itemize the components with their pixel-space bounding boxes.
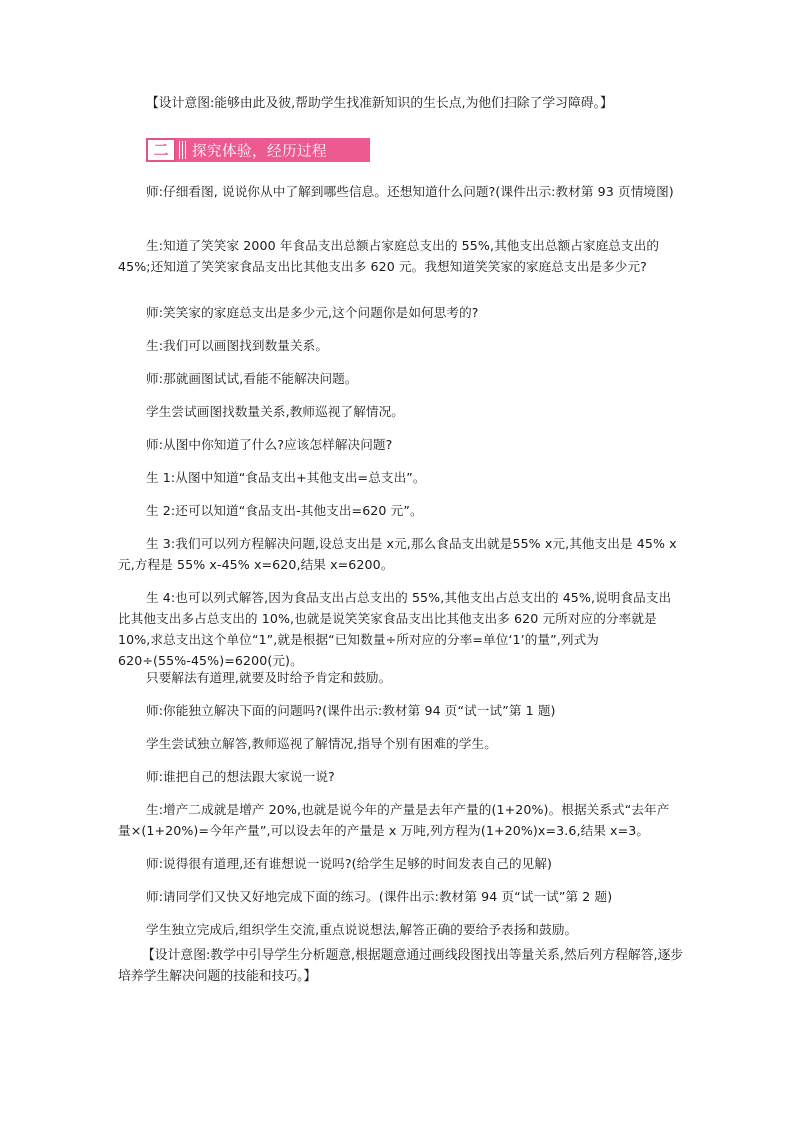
paragraph: 师:那就画图试试,看能不能解决问题。 bbox=[146, 371, 358, 386]
paragraph: 生 1:从图中知道“食品支出+其他支出=总支出”。 bbox=[146, 470, 426, 485]
paragraph: 生:我们可以画图找到数量关系。 bbox=[146, 338, 329, 353]
paragraph: 学生尝试独立解答,教师巡视了解情况,指导个别有困难的学生。 bbox=[146, 736, 497, 751]
paragraph: 师:谁把自己的想法跟大家说一说? bbox=[146, 769, 335, 784]
paragraph: 学生尝试画图找数量关系,教师巡视了解情况。 bbox=[146, 404, 404, 419]
paragraph: 只要解法有道理,就要及时给予肯定和鼓励。 bbox=[146, 670, 392, 685]
paragraph: 师:你能独立解决下面的问题吗?(课件出示:教材第 94 页“试一试”第 1 题) bbox=[146, 703, 556, 718]
section-title: 探究体验，经历过程 bbox=[192, 143, 327, 160]
paragraph: 师:请同学们又快又好地完成下面的练习。(课件出示:教材第 94 页“试一试”第 2 题) bbox=[146, 889, 613, 904]
section-title-bar bbox=[176, 138, 370, 162]
stripe-decoration bbox=[179, 141, 187, 159]
paragraph: 师:从图中你知道了什么?应该怎样解决问题? bbox=[146, 437, 393, 452]
design-note-top: 【设计意图:能够由此及彼,帮助学生找准新知识的生长点,为他们扫除了学习障碍。】 bbox=[146, 96, 613, 111]
paragraph: 生 3:我们可以列方程解决问题,设总支出是 x元,那么食品支出就是55% x元,其他支出是 45% x 元,方程是 55% x-45% x=620,结果 x=6200。 bbox=[118, 536, 677, 572]
paragraph: 师:说得很有道理,还有谁想说一说吗?(给学生足够的时间发表自己的见解) bbox=[146, 856, 553, 871]
paragraph: 生 4:也可以列式解答,因为食品支出占总支出的 55%,其他支出占总支出的 45%,说明食品支出比其他支出多占总支出的 10%,也就是说笑笑家食品支出比其他支出多 620 元所对应的分率就是 10%,求总支出这个单位“1”,就是根据“已知数量÷所对应的分率=单位‘1’的量”,列式为 620÷(55%-45%)=6200(元)。 bbox=[118, 590, 672, 668]
paragraph: 生:增产二成就是增产 20%,也就是说今年的产量是去年产量的(1+20%)。根据关系式“去年产量×(1+20%)=今年产量”,可以设去年的产量是 x 万吨,列方程为(1+20%)x=3.6,结果 x=3。 bbox=[118, 802, 670, 838]
paragraph: 师:仔细看图, 说说你从中了解到哪些信息。还想知道什么问题?(课件出示:教材第 93 页情境图) bbox=[146, 184, 674, 199]
section-number: 二 bbox=[146, 138, 176, 162]
paragraph: 学生独立完成后,组织学生交流,重点说说想法,解答正确的要给予表扬和鼓励。 bbox=[146, 922, 578, 937]
paragraph: 生:知道了笑笑家 2000 年食品支出总额占家庭总支出的 55%,其他支出总额占家庭总支出的 45%;还知道了笑笑家食品支出比其他支出多 620 元。我想知道笑笑家的家庭总支出是多少元? bbox=[118, 238, 660, 274]
paragraph: 生 2:还可以知道“食品支出-其他支出=620 元”。 bbox=[146, 503, 423, 518]
paragraph: 师:笑笑家的家庭总支出是多少元,这个问题你是如何思考的? bbox=[146, 305, 479, 320]
design-note-bottom: 【设计意图:教学中引导学生分析题意,根据题意通过画线段图找出等量关系,然后列方程解答,逐步培养学生解决问题的技能和技巧。】 bbox=[118, 948, 684, 984]
section-heading bbox=[146, 138, 370, 162]
